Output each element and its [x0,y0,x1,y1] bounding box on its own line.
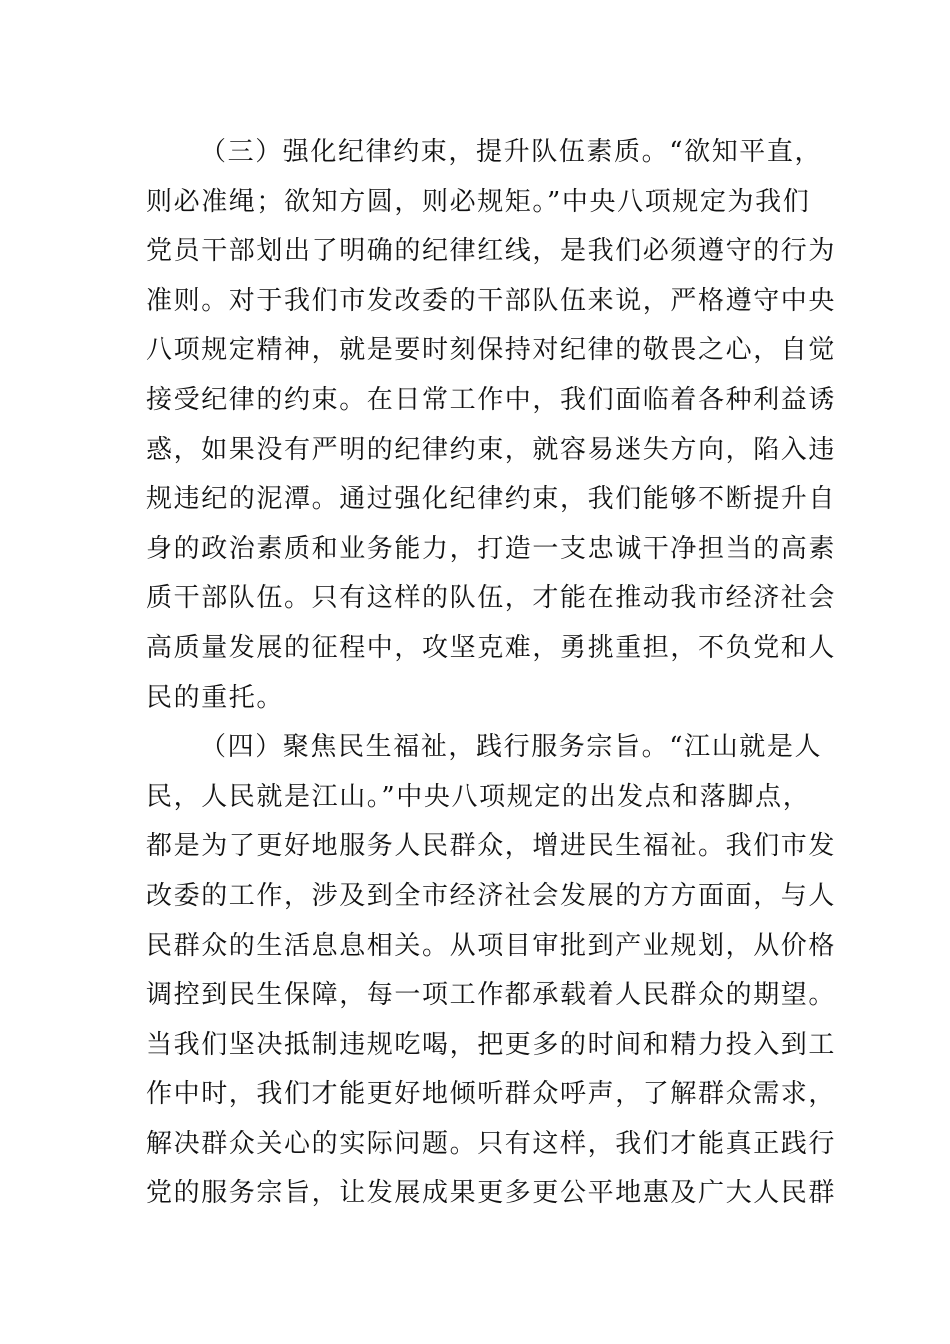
paragraph-line: 准则。对于我们市发改委的干部队伍来说，严格遵守中央 [146,285,837,316]
paragraph-line: 民的重托。 [146,682,285,713]
paragraph-line: 党员干部划出了明确的纪律红线，是我们必须遵守的行为 [146,236,837,267]
paragraph-line: 改委的工作，涉及到全市经济社会发展的方方面面，与人 [146,880,837,911]
body-text [146,128,837,1219]
paragraph-line: （三）强化纪律约束，提升队伍素质。“欲知平直， [200,137,823,167]
paragraph-line: 规违纪的泥潭。通过强化纪律约束，我们能够不断提升自 [146,484,837,515]
paragraph-line: 八项规定精神，就是要时刻保持对纪律的敬畏之心，自觉 [146,335,837,366]
paragraph-line: 调控到民生保障，每一项工作都承载着人民群众的期望。 [146,980,837,1011]
section-three-paragraph [146,128,837,723]
paragraph-line: 民群众的生活息息相关。从项目审批到产业规划，从价格 [146,930,837,961]
paragraph-line: 则必准绳；欲知方圆，则必规矩。”中央八项规定为我们 [146,186,811,217]
paragraph-line: 质干部队伍。只有这样的队伍，才能在推动我市经济社会 [146,583,837,614]
paragraph-line: 都是为了更好地服务人民群众，增进民生福祉。我们市发 [146,831,837,862]
paragraph-line: 作中时，我们才能更好地倾听群众呼声，了解群众需求， [146,1079,837,1110]
section-four-paragraph [146,723,837,1219]
paragraph-line: 民，人民就是江山。”中央八项规定的出发点和落脚点， [146,781,811,812]
paragraph-line: （四）聚焦民生福祉，践行服务宗旨。“江山就是人 [200,732,823,763]
paragraph-line: 解决群众关心的实际问题。只有这样，我们才能真正践行 [146,1128,837,1159]
paragraph-line: 接受纪律的约束。在日常工作中，我们面临着各种利益诱 [146,384,837,415]
paragraph-line: 党的服务宗旨，让发展成果更多更公平地惠及广大人民群 [146,1178,837,1209]
paragraph-line: 身的政治素质和业务能力，打造一支忠诚干净担当的高素 [146,533,837,564]
paragraph-line: 惑，如果没有严明的纪律约束，就容易迷失方向，陷入违 [146,434,837,465]
paragraph-line: 当我们坚决抵制违规吃喝，把更多的时间和精力投入到工 [146,1029,837,1060]
paragraph-line: 高质量发展的征程中，攻坚克难，勇挑重担，不负党和人 [146,632,837,663]
